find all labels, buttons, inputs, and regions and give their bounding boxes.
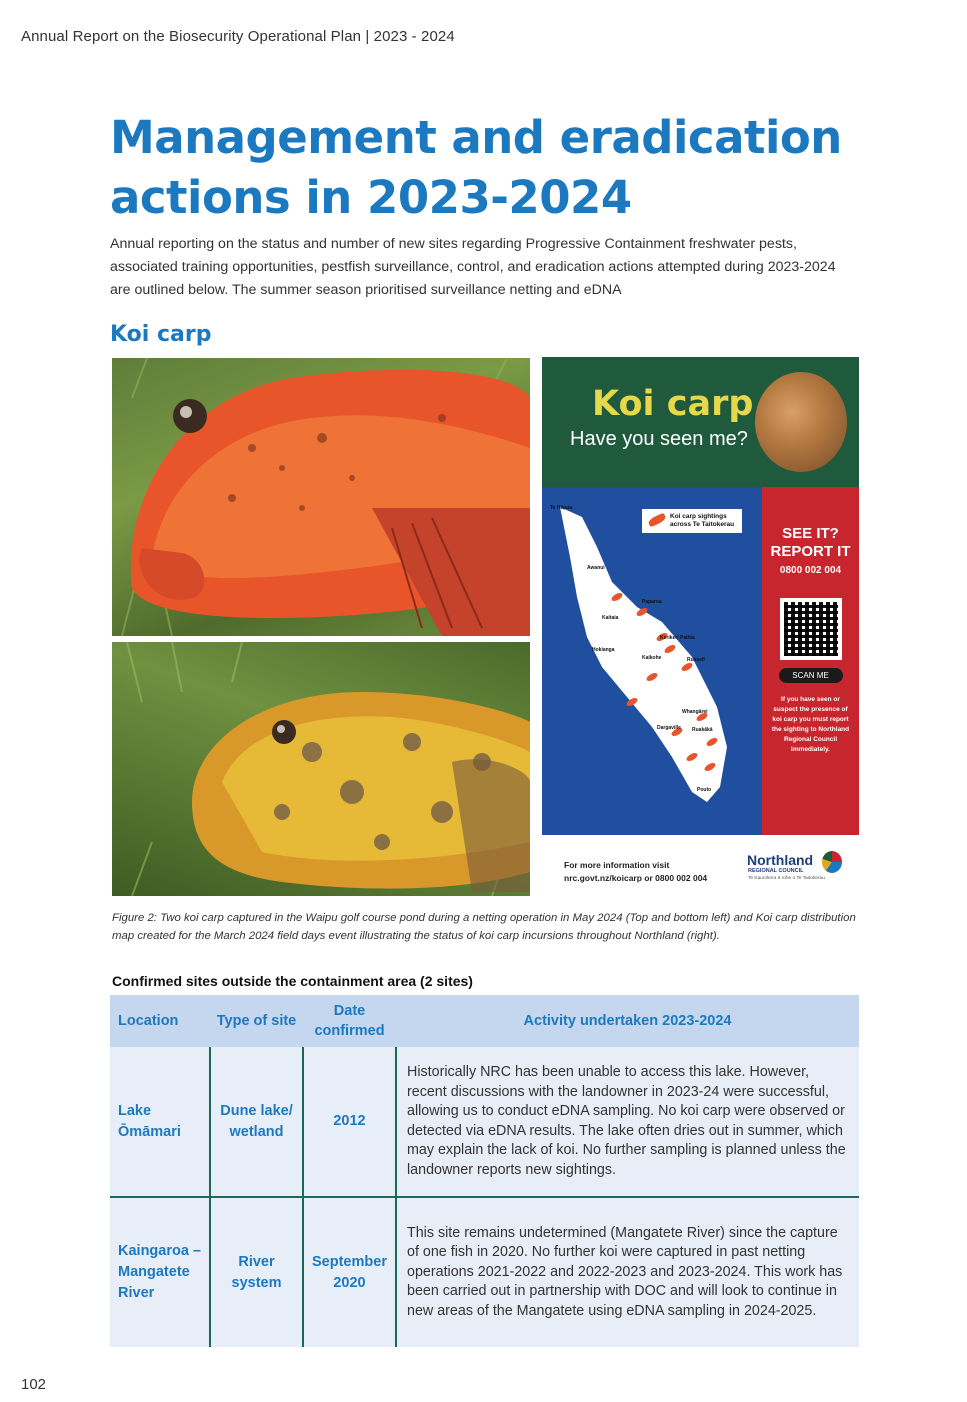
section-heading: Koi carp <box>110 322 212 347</box>
poster-footer <box>542 835 859 896</box>
koi-photo-top-image <box>112 358 530 636</box>
col-date-line-2: confirmed <box>314 1023 385 1039</box>
cell-location <box>110 1197 210 1347</box>
koi-carp-poster <box>542 357 859 896</box>
report-phone: 0800 002 004 <box>779 565 842 576</box>
cell-date <box>303 1197 396 1347</box>
map-place-label: Awanui <box>587 565 605 571</box>
koi-sighting-icon <box>647 513 667 528</box>
cell-type <box>210 1197 303 1347</box>
map-place-label: Russell <box>687 657 705 663</box>
map-place-label: Whangārei <box>682 709 708 715</box>
northland-map-image <box>542 487 762 835</box>
report-it-text: REPORT IT <box>770 543 851 560</box>
scan-me-label: SCAN ME <box>779 668 843 683</box>
type-line-2: wetland <box>229 1123 284 1140</box>
nrc-logo-sub: REGIONAL COUNCIL <box>748 868 804 874</box>
report-panel <box>762 487 859 835</box>
type-line-1: River <box>238 1253 275 1270</box>
report-instructions: If you have seen or suspect the presence of koi carp you must report the sighting to Northland Regional Council immediately. <box>771 696 850 753</box>
col-date <box>303 995 396 1047</box>
location-line-2: Ōmāmari <box>118 1123 181 1140</box>
type-line-2: system <box>231 1274 282 1291</box>
confirmed-sites-table <box>110 995 859 1347</box>
running-header: Annual Report on the Biosecurity Operational Plan | 2023 - 2024 <box>21 28 455 45</box>
page-number: 102 <box>21 1376 47 1393</box>
nrc-logo-tagline: Te Kaunihera ā rohe o Te Taitokerau <box>748 876 825 881</box>
table-heading: Confirmed sites outside the containment area (2 sites) <box>112 973 473 989</box>
poster-koi-photo <box>752 369 850 475</box>
nrc-logo-name: Northland <box>747 852 814 868</box>
location-line-1: Lake <box>118 1102 152 1119</box>
map-place-label: Paparoa <box>642 599 662 605</box>
more-info-line-1: For more information visit <box>564 860 670 870</box>
koi-photo-bottom <box>112 642 530 896</box>
map-place-label: Te Hāpua <box>550 505 573 511</box>
col-type: Type of site <box>210 995 303 1047</box>
title-line-2: actions in 2023-2024 <box>110 171 632 224</box>
see-it-report-it <box>762 525 859 561</box>
cell-date <box>303 1047 396 1197</box>
map-place-label: Paihia <box>680 635 695 641</box>
table-row <box>110 1047 859 1197</box>
poster-subtitle: Have you seen me? <box>570 428 748 450</box>
map-place-label: Kaitaia <box>602 615 619 621</box>
cell-activity: Historically NRC has been unable to access this lake. However, recent discussions with the landowner in 2023-24 were successful, allowing us to conduct eDNA sampling. No koi carp were observed or detected via eDNA results. The lake often dries out in summer, which may explain the lack of koi. No further sampling is planned unless the landowner reports new sightings. <box>396 1047 859 1197</box>
date-line-1: September <box>312 1253 387 1270</box>
map-place-label: Hokianga <box>592 647 615 653</box>
see-it-text: SEE IT? <box>782 525 839 542</box>
map-place-label: Kaikohe <box>642 655 662 661</box>
table-header-row <box>110 995 859 1047</box>
map-legend <box>642 509 742 533</box>
location-line-3: River <box>118 1285 155 1301</box>
col-activity: Activity undertaken 2023-2024 <box>396 995 859 1047</box>
cell-type <box>210 1047 303 1197</box>
map-place-label: Ruakākā <box>692 727 713 733</box>
more-info <box>564 859 707 885</box>
location-line-2: Mangatete <box>118 1264 190 1280</box>
koi-photo-top <box>112 358 530 636</box>
poster-title: Koi carp <box>592 384 754 424</box>
map-place-label: Pouto <box>697 787 712 793</box>
nrc-logo-icon <box>822 851 842 873</box>
map-legend-text: Koi carp sightings across Te Taitokerau <box>670 513 735 528</box>
title-line-1: Management and eradication <box>110 111 842 164</box>
more-info-line-2: nrc.govt.nz/koicarp or 0800 002 004 <box>564 873 708 883</box>
date-line-1: 2012 <box>333 1113 366 1129</box>
cell-activity: This site remains undetermined (Mangatete River) since the capture of one fish in 2020. No further koi were captured in past netting operations 2021-2022 and 2022-2023 and 2023-2024. This work has been carried out in partnership with DOC and will look to continue in new areas of the Mangatete using eDNA sampling in 2024-2025. <box>396 1197 859 1347</box>
col-date-line-1: Date <box>333 1003 366 1019</box>
location-line-1: Kaingaroa – <box>118 1243 201 1259</box>
qr-code-icon <box>780 598 842 660</box>
northland-map <box>542 487 762 835</box>
table-row <box>110 1197 859 1347</box>
page-title <box>110 108 870 228</box>
type-line-1: Dune lake/ <box>220 1102 293 1119</box>
poster-header <box>542 357 859 487</box>
col-location: Location <box>110 995 210 1047</box>
map-place-label: Dargaville <box>657 725 681 731</box>
map-place-label: Kerikeri <box>660 635 679 641</box>
date-line-2: 2020 <box>333 1274 366 1291</box>
intro-paragraph: Annual reporting on the status and number of new sites regarding Progressive Containment freshwater pests, associated training opportunities, pestfish surveillance, control, and eradication actions attempted during 2023-2024 are outlined below. The summer season prioritised surveillance netting and eDNA <box>110 236 836 298</box>
figure-caption: Figure 2: Two koi carp captured in the Waipu golf course pond during a netting operation in May 2024 (Top and bottom left) and Koi carp distribution map created for the March 2024 field days event illustrating the status of koi carp incursions throughout Northland (right). <box>112 912 856 942</box>
koi-photo-bottom-image <box>112 642 530 896</box>
cell-location <box>110 1047 210 1197</box>
